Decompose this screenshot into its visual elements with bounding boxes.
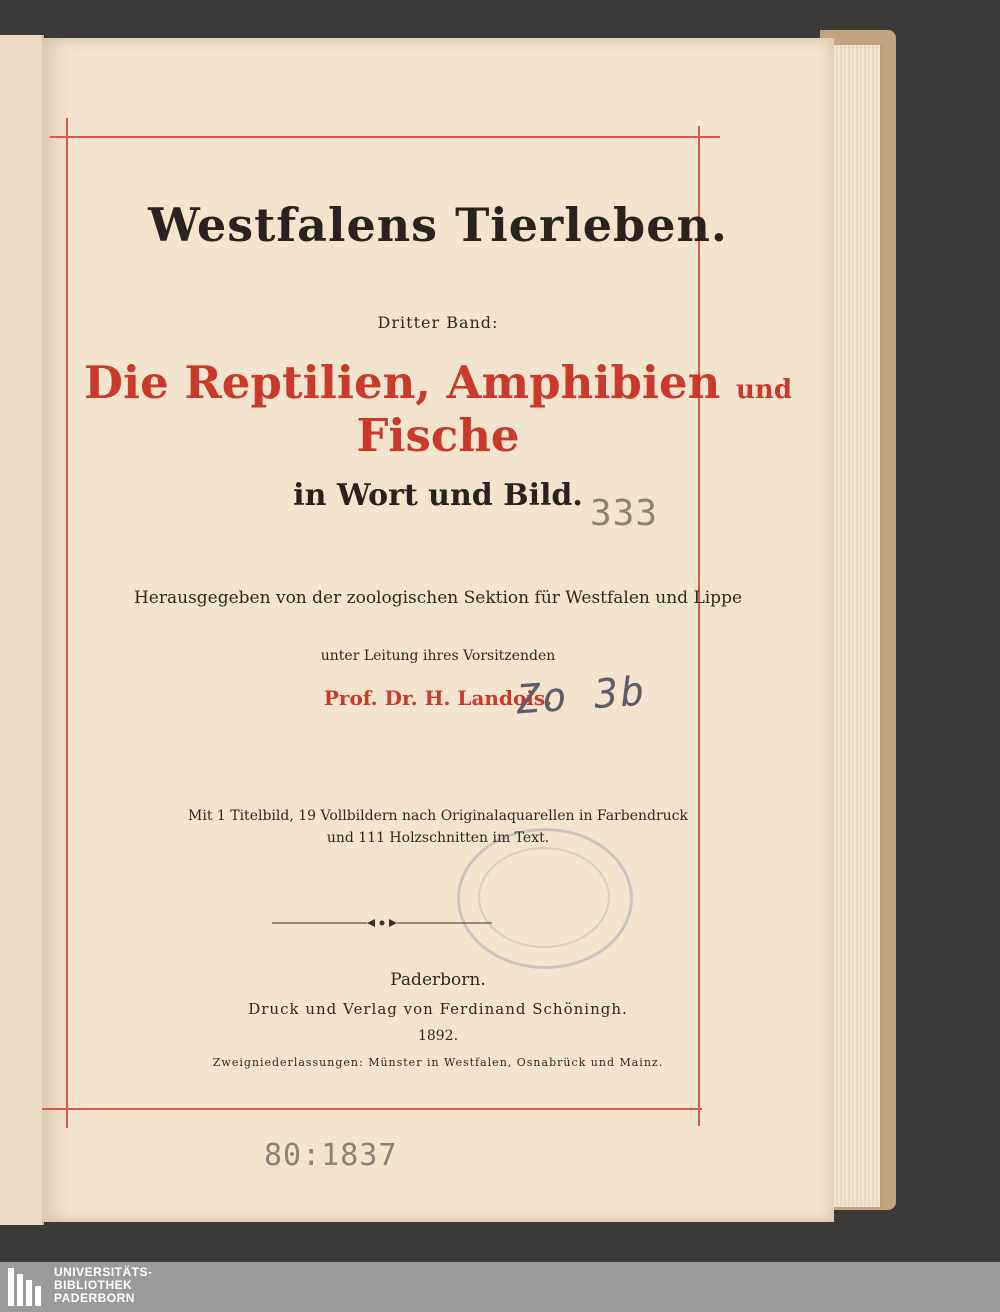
library-stamp-inner-ring [478,847,610,948]
subtitle-part2: Fische [356,409,520,462]
ornament-divider [272,916,492,930]
border-top-rule [50,136,720,138]
page-stack-edge [830,45,883,1207]
illustrations-line-1: Mit 1 Titelbild, 19 Vollbildern nach Originalaquarellen in Farbendruck [188,808,688,824]
illustrations-line-2: und 111 Holzschnitten im Text. [326,830,550,846]
book-title: Westfalens Tierleben. [148,198,728,252]
volume-label: Dritter Band: [377,313,499,332]
left-page-strip [0,35,44,1225]
title-page [42,38,834,1222]
subtitle-part1: Die Reptilien, Amphibien [83,356,737,409]
book-subtitle [42,356,834,462]
library-name-line-2: BIBLIOTHEK [54,1278,133,1292]
publication-year: 1892. [417,1028,459,1044]
subtitle-und: und [736,375,793,405]
branches-line: Zweigniederlassungen: Münster in Westfalen, Osnabrück und Mainz. [212,1056,664,1069]
author-name: Prof. Dr. H. Landois. [323,686,553,710]
border-bottom-rule [42,1108,702,1110]
handwritten-number: 333 [590,493,659,534]
library-name-line-3: PADERBORN [54,1291,135,1305]
university-library-logo-icon [8,1268,46,1306]
library-stamp [457,828,633,969]
library-name-line-1: UNIVERSITÄTS- [54,1265,153,1279]
handwritten-signature: Zo 3b [514,668,648,724]
handwritten-shelfmark: 80:1837 [264,1138,398,1173]
editor-line: Herausgegeben von der zoologischen Sektion für Westfalen und Lippe [133,588,743,608]
publication-place: Paderborn. [390,970,486,990]
footer-bar [0,1262,1000,1312]
publisher-line: Druck und Verlag von Ferdinand Schöningh. [248,1000,628,1018]
in-wort-und-bild: in Wort und Bild. [293,478,583,513]
leitung-line: unter Leitung ihres Vorsitzenden [320,648,556,664]
library-name [54,1266,153,1305]
